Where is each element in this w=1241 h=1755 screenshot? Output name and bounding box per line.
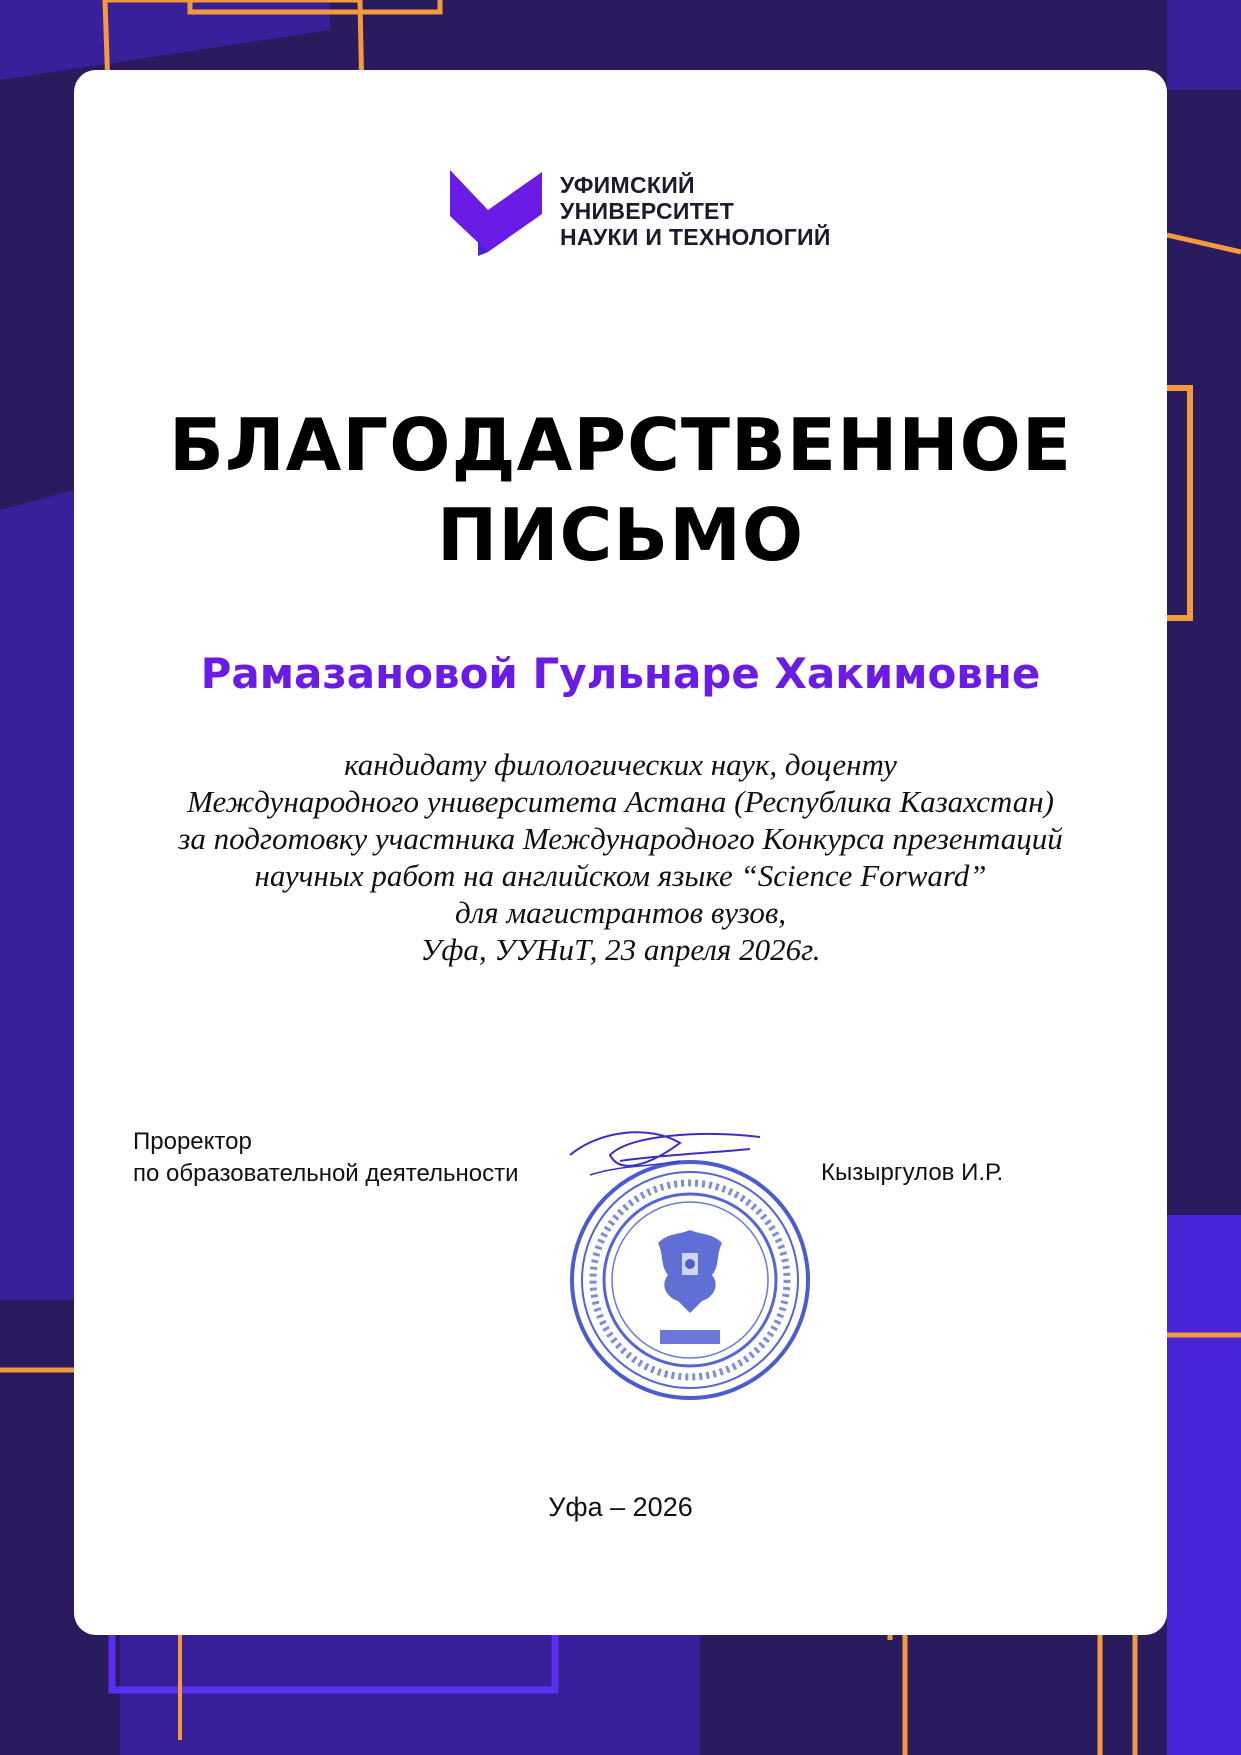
signatory-name: Кызыргулов И.Р. xyxy=(821,1159,1004,1186)
university-logo-icon xyxy=(450,170,550,256)
official-seal-icon xyxy=(560,1125,820,1405)
document-title-line2: ПИСЬМО xyxy=(436,493,805,577)
signatory-position-line2: по образовательной деятельности xyxy=(133,1160,519,1187)
body-line: научных работ на английском языке “Science Forward” xyxy=(254,858,987,893)
university-name-line: НАУКИ И ТЕХНОЛОГИЙ xyxy=(560,224,831,250)
body-line: кандидату филологических наук, доценту xyxy=(344,747,897,782)
body-line: Международного университета Астана (Республика Казахстан) xyxy=(187,784,1054,819)
place-and-year: Уфа – 2026 xyxy=(548,1492,693,1522)
body-line: за подготовку участника Международного Конкурса презентаций xyxy=(178,821,1063,856)
university-name-line: УНИВЕРСИТЕТ xyxy=(560,198,735,224)
signatory-position-line1: Проректор xyxy=(133,1128,252,1155)
body-line: Уфа, УУНиТ, 23 апреля 2026г. xyxy=(420,932,821,967)
recipient-name: Рамазановой Гульнаре Хакимовне xyxy=(200,649,1041,698)
university-name xyxy=(560,172,831,250)
signatory-position xyxy=(133,1126,519,1190)
document-title-line1: БЛАГОДАРСТВЕННОЕ xyxy=(168,403,1073,487)
letter-body xyxy=(100,746,1141,968)
university-name-line: УФИМСКИЙ xyxy=(560,172,695,198)
body-line: для магистрантов вузов, xyxy=(454,895,787,930)
